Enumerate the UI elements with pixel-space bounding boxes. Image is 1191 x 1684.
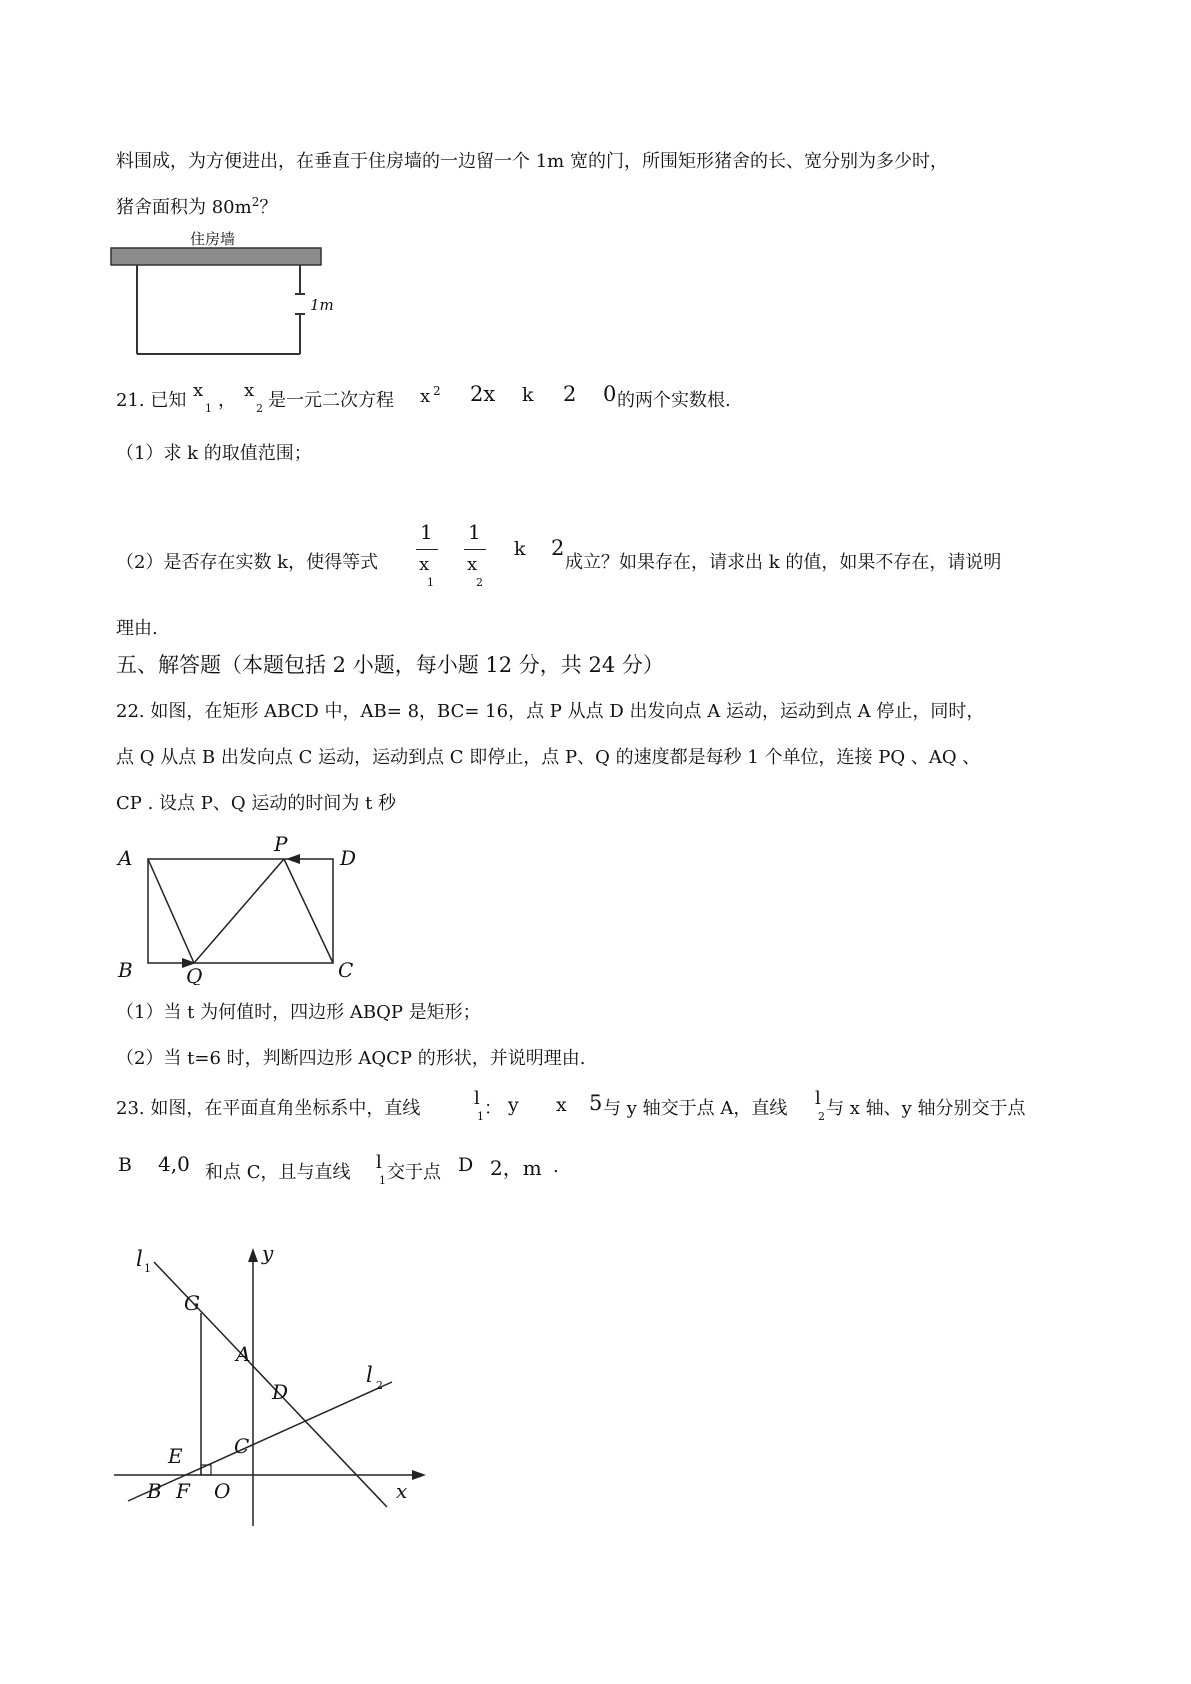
frac1-num: 1 [420, 520, 433, 544]
pigpen-figure [110, 226, 340, 361]
arrow-dp-head [286, 854, 300, 864]
q21-intro: 21. 已知 [116, 390, 187, 411]
label-c: C [338, 958, 354, 982]
q21-x2: x [244, 380, 255, 401]
q21-intro-c: 的两个实数根. [617, 390, 731, 411]
wall-bar [111, 248, 321, 265]
q20-question-mark: ？ [259, 197, 278, 218]
frac1-den: x [419, 554, 430, 575]
q23-line1-a: 23. 如图，在平面直角坐标系中，直线 [116, 1098, 421, 1119]
x-axis-arrow [412, 1470, 426, 1480]
label-q: Q [186, 964, 203, 985]
q21-part2-b: 成立？如果存在，请求出 k 的值，如果不存在，请说明 [565, 552, 1002, 573]
q23-period: . [553, 1156, 559, 1177]
segment-pc [284, 859, 333, 963]
q23-line2-a: 和点 C，且与直线 [205, 1162, 351, 1183]
rectangle-figure [116, 835, 386, 985]
frac1-bar [416, 549, 438, 550]
q23-l2-sub: 2 [818, 1110, 825, 1123]
label-a: A [236, 1342, 251, 1366]
q21-eq-0: 0 [603, 382, 617, 406]
q21-part2-c: 理由. [116, 618, 158, 639]
q23-y: y [508, 1094, 519, 1116]
q22-part2: （2）当 t=6 时，判断四边形 AQCP 的形状，并说明理由. [116, 1048, 586, 1069]
q22-line3: CP . 设点 P、Q 运动的时间为 t 秒 [116, 793, 397, 814]
q21-intro-b: 是一元二次方程 [268, 390, 394, 411]
q21-eq-x: x [420, 386, 431, 407]
label-c: C [234, 1434, 250, 1458]
frac2-den: x [467, 554, 478, 575]
label-e: E [168, 1444, 183, 1468]
q23-b: B [118, 1154, 132, 1176]
y-axis-arrow [248, 1248, 258, 1262]
line-l2 [128, 1382, 392, 1501]
label-a: A [118, 846, 133, 870]
q23-l2: l [815, 1088, 821, 1109]
q22-part1: （1）当 t 为何值时，四边形 ABQP 是矩形； [116, 1002, 481, 1023]
segment-qp [194, 859, 284, 963]
q23-d: D [458, 1154, 474, 1176]
q21-x1: x [193, 380, 204, 401]
label-l1-sub: 1 [144, 1262, 151, 1275]
q23-coord-b: 4,0 [158, 1152, 190, 1176]
q21-x2-sub: 2 [256, 402, 263, 415]
q21-x1-sub: 1 [205, 402, 212, 415]
q23-coord-d: 2，m [490, 1156, 542, 1180]
q23-l1-sub: 1 [477, 1110, 484, 1123]
q20-area-text: 猪舍面积为 80m [116, 197, 252, 218]
label-f: F [176, 1479, 190, 1503]
label-l1: l [136, 1247, 143, 1271]
q21-eq-sup: 2 [433, 384, 441, 398]
segment-aq [148, 859, 194, 963]
frac1-den-sub: 1 [427, 576, 434, 589]
q20-text-line1: 料围成，为方便进出，在垂直于住房墙的一边留一个 1m 宽的门，所围矩形猪舍的长、宽分别为多少时， [116, 151, 948, 172]
frac2-bar [464, 549, 486, 550]
wall-label: 住房墙 [190, 230, 236, 248]
frac2-num: 1 [468, 520, 481, 544]
q23-l1: l [474, 1088, 480, 1109]
label-b: B [147, 1479, 162, 1503]
q22-line2: 点 Q 从点 B 出发向点 C 运动，运动到点 C 即停止，点 P、Q 的速度都是每秒 1 个单位，连接 PQ 、AQ 、 [116, 747, 981, 768]
part2-2: 2 [551, 536, 565, 560]
q21-separator: ， [218, 390, 236, 411]
q23-five: 5 [589, 1091, 603, 1115]
label-o: O [214, 1479, 231, 1503]
q21-eq-2: 2 [563, 382, 577, 406]
label-d: D [272, 1380, 289, 1404]
label-d: D [340, 846, 357, 870]
q21-part2-a: （2）是否存在实数 k，使得等式 [116, 552, 379, 573]
q23-l1b: l [376, 1152, 382, 1173]
q20-text-line2 [116, 190, 277, 220]
coordinate-figure [110, 1240, 440, 1530]
q21-part1: （1）求 k 的取值范围； [116, 443, 312, 464]
label-g: G [184, 1291, 200, 1315]
door-label: 1m [310, 296, 334, 314]
label-y: y [262, 1241, 274, 1265]
q22-line1: 22. 如图，在矩形 ABCD 中，AB= 8，BC= 16，点 P 从点 D 出发向点 A 运动，运动到点 A 停止，同时， [116, 701, 985, 722]
label-l2: l [366, 1363, 373, 1387]
q21-eq-2x: 2x [470, 382, 496, 406]
label-p: P [274, 835, 288, 856]
part2-k: k [514, 538, 526, 560]
q23-line1-c: 与 x 轴、y 轴分别交于点 [826, 1098, 1026, 1119]
section5-heading: 五、解答题（本题包括 2 小题，每小题 12 分，共 24 分） [116, 653, 664, 677]
label-b: B [118, 958, 133, 982]
q20-area-sup: 2 [251, 195, 260, 209]
frac2-den-sub: 2 [476, 576, 483, 589]
q23-l1b-sub: 1 [379, 1174, 386, 1187]
label-l2-sub: 2 [376, 1379, 383, 1392]
q23-line2-b: 交于点 [387, 1162, 441, 1183]
q21-eq-k: k [522, 384, 534, 406]
q23-line1-b: 与 y 轴交于点 A，直线 [603, 1098, 788, 1119]
q23-x: x [556, 1094, 567, 1116]
q23-colon: ： [484, 1098, 502, 1119]
rect-abcd [148, 859, 333, 963]
label-x: x [396, 1479, 408, 1503]
